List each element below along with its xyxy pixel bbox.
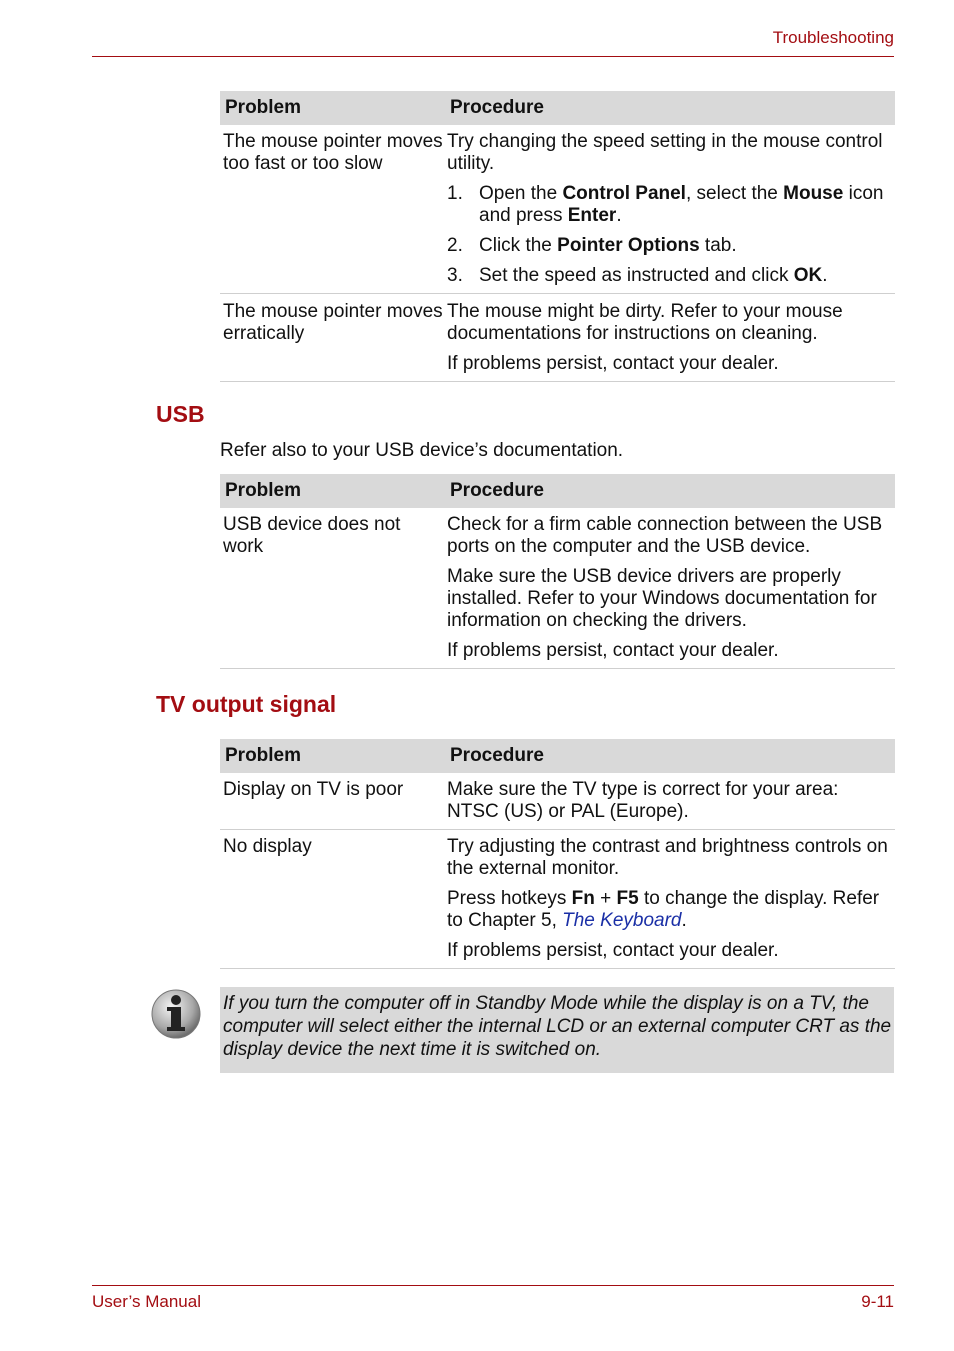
- section-heading-usb: USB: [156, 401, 205, 427]
- note-box: [220, 987, 894, 1073]
- section-heading-tv-output: TV output signal: [156, 691, 337, 717]
- table-row: [220, 125, 895, 294]
- header-rule: [92, 56, 894, 57]
- procedure-cell: [445, 131, 895, 287]
- table-header: [220, 91, 895, 125]
- table-row: [220, 830, 895, 969]
- procedure-steps: [447, 183, 895, 287]
- step-text: Click the Pointer Options tab.: [479, 235, 737, 256]
- list-item: [447, 265, 895, 287]
- header-problem: Problem: [225, 745, 302, 766]
- table-row: [220, 294, 895, 382]
- procedure-text: Try adjusting the contrast and brightness controls on the external monitor.: [447, 836, 888, 879]
- procedure-cell: [445, 779, 895, 823]
- table-header: [220, 474, 895, 508]
- usb-troubleshooting-table: [220, 474, 895, 669]
- procedure-text: Press hotkeys Fn + F5 to change the display. Refer to Chapter 5, The Keyboard.: [447, 888, 880, 931]
- header-procedure: Procedure: [450, 745, 544, 766]
- usb-intro-text: Refer also to your USB device’s documentation.: [220, 440, 624, 461]
- keyboard-chapter-link[interactable]: The Keyboard: [562, 910, 682, 931]
- info-icon: [150, 988, 202, 1040]
- header-procedure: Procedure: [450, 97, 544, 118]
- table-header: [220, 739, 895, 773]
- procedure-text: If problems persist, contact your dealer.: [447, 353, 779, 374]
- footer-rule: [92, 1285, 894, 1286]
- procedure-text: The mouse might be dirty. Refer to your mouse documentations for instructions on cleaning.: [447, 301, 843, 344]
- step-number: 2.: [447, 235, 463, 256]
- header-problem: Problem: [225, 480, 302, 501]
- problem-cell: Display on TV is poor: [223, 779, 404, 800]
- header-title: Troubleshooting: [772, 28, 894, 47]
- page-number: 9-11: [861, 1292, 894, 1311]
- problem-cell: The mouse pointer moves erratically: [223, 301, 443, 344]
- step-text: Set the speed as instructed and click OK.: [479, 265, 828, 286]
- procedure-cell: [445, 514, 895, 662]
- list-item: [447, 235, 895, 257]
- table-row: [220, 508, 895, 669]
- table-row: [220, 773, 895, 830]
- procedure-text: Make sure the USB device drivers are properly installed. Refer to your Windows documentation for information on checking the drivers.: [447, 566, 877, 631]
- procedure-text: Check for a firm cable connection between the USB ports on the computer and the USB device.: [447, 514, 883, 557]
- footer-manual-title: User’s Manual: [92, 1292, 201, 1311]
- step-number: 3.: [447, 265, 463, 286]
- procedure-text: Try changing the speed setting in the mouse control utility.: [447, 131, 883, 174]
- procedure-cell: [445, 836, 895, 962]
- header-problem: Problem: [225, 97, 302, 118]
- note-text: If you turn the computer off in Standby Mode while the display is on a TV, the computer will select either the internal LCD or an external computer CRT as the display device the next time it is switched on.: [223, 993, 892, 1060]
- header-procedure: Procedure: [450, 480, 544, 501]
- procedure-text: If problems persist, contact your dealer.: [447, 940, 779, 961]
- tv-troubleshooting-table: [220, 739, 895, 969]
- problem-cell: USB device does not work: [223, 514, 401, 557]
- procedure-text: If problems persist, contact your dealer.: [447, 640, 779, 661]
- list-item: [447, 183, 895, 227]
- mouse-troubleshooting-table: [220, 91, 895, 382]
- procedure-text: Make sure the TV type is correct for your area: NTSC (US) or PAL (Europe).: [447, 779, 839, 822]
- problem-cell: The mouse pointer moves too fast or too slow: [223, 131, 443, 174]
- problem-cell: No display: [223, 836, 312, 857]
- procedure-cell: [445, 301, 895, 375]
- step-number: 1.: [447, 183, 463, 204]
- step-text: Open the Control Panel, select the Mouse icon and press Enter.: [479, 183, 884, 226]
